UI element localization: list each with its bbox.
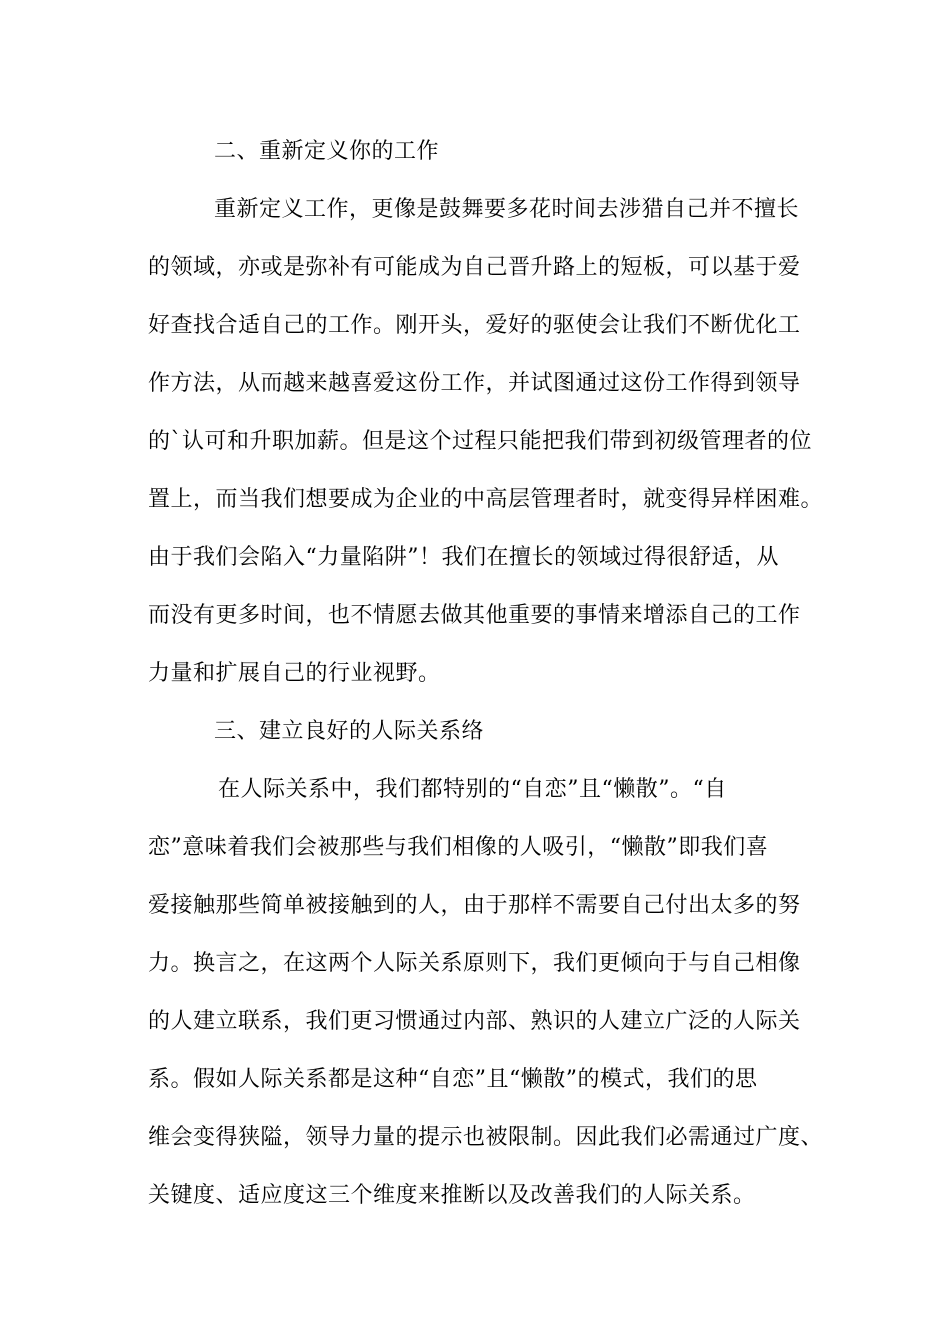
section-heading: 三、建立良好的人际关系络: [214, 719, 485, 744]
paragraph-line: 的领域，亦或是弥补有可能成为自己晋升路上的短板，可以基于爱: [148, 255, 801, 280]
paragraph-line: 由于我们会陷入“力量陷阱”！我们在擅长的领域过得很舒适，从: [148, 545, 779, 570]
paragraph-line: 在人际关系中，我们都特别的“自恋”且“懒散”。“自: [218, 777, 727, 802]
paragraph-line: 的`认可和升职加薪。但是这个过程只能把我们带到初级管理者的位: [148, 429, 813, 454]
paragraph-line: 关键度、适应度这三个维度来推断以及改善我们的人际关系。: [148, 1183, 756, 1208]
paragraph-line: 力量和扩展自己的行业视野。: [148, 661, 441, 686]
paragraph-line: 而没有更多时间，也不情愿去做其他重要的事情来增添自己的工作: [148, 603, 801, 628]
paragraph-line: 恋”意味着我们会被那些与我们相像的人吸引，“懒散”即我们喜: [148, 835, 769, 860]
paragraph-line: 维会变得狭隘，领导力量的提示也被限制。因此我们必需通过广度、: [148, 1125, 824, 1150]
paragraph-line: 力。换言之，在这两个人际关系原则下，我们更倾向于与自己相像: [148, 951, 801, 976]
paragraph-line: 的人建立联系，我们更习惯通过内部、熟识的人建立广泛的人际关: [148, 1009, 801, 1034]
paragraph-line: 好查找合适自己的工作。刚开头，爱好的驱使会让我们不断优化工: [148, 313, 801, 338]
paragraph-line: 爱接触那些简单被接触到的人，由于那样不需要自己付出太多的努: [148, 893, 801, 918]
paragraph-line: 系。假如人际关系都是这种“自恋”且“懒散”的模式，我们的思: [148, 1067, 758, 1092]
section-heading: 二、重新定义你的工作: [214, 139, 440, 164]
paragraph-line: 重新定义工作，更像是鼓舞要多花时间去涉猎自己并不擅长: [214, 197, 800, 222]
paragraph-line: 作方法，从而越来越喜爱这份工作，并试图通过这份工作得到领导: [148, 371, 801, 396]
paragraph-line: 置上，而当我们想要成为企业的中高层管理者时，就变得异样困难。: [148, 487, 824, 512]
